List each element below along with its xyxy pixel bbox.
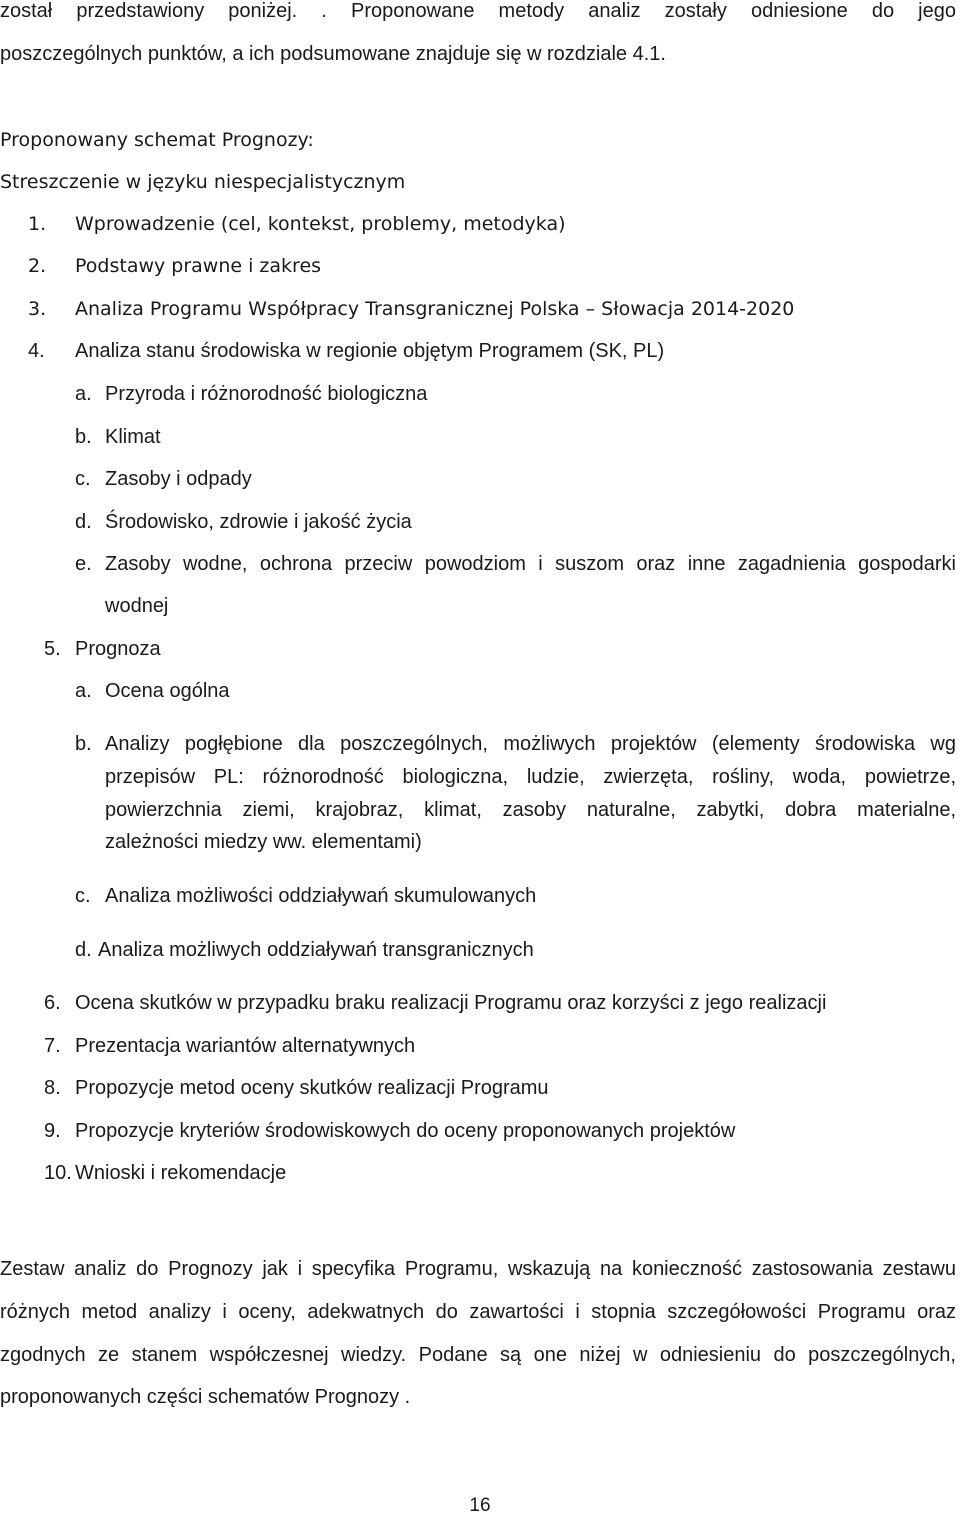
list-item-text: Ocena skutków w przypadku braku realizacji Programu oraz korzyści z jego realizacji [75, 992, 827, 1014]
sublist-text: Środowisko, zdrowie i jakość życia [105, 511, 412, 533]
list-item-number: 3. [28, 298, 47, 320]
intro-line-1: został przedstawiony poniżej. . Proponowane metody analiz zostały odniesione do jego [0, 0, 956, 22]
list-item-number: 5. [44, 638, 61, 660]
schema-summary: Streszczenie w języku niespecjalistycznym [0, 171, 406, 193]
sublist-text: Ocena ogólna [105, 680, 230, 702]
sublist-text-continued: wodnej [105, 595, 169, 617]
closing-line-2: różnych metod analizy i oceny, adekwatnych do zawartości i stopnia szczegółowości Programu oraz [0, 1301, 956, 1323]
list-item-text: Analiza stanu środowiska w regionie objętym Programem (SK, PL) [75, 340, 665, 362]
list-item-number: 7. [44, 1035, 61, 1057]
sublist-letter: a. [75, 680, 92, 702]
schema-heading: Proponowany schemat Prognozy: [0, 129, 314, 151]
list-item-text: Wnioski i rekomendacje [75, 1162, 287, 1184]
list-item-number: 2. [28, 255, 47, 277]
sublist-letter: e. [75, 553, 92, 575]
list-item-number: 1. [28, 213, 47, 235]
list-item-number: 4. [28, 340, 45, 362]
sublist-text-line: Analizy pogłębione dla poszczególnych, możliwych projektów (elementy środowiska wg [105, 733, 956, 755]
closing-line-3: zgodnych ze stanem współczesnej wiedzy. Podane są one niżej w odniesieniu do poszczególnych, [0, 1344, 956, 1366]
sublist-text: Przyroda i różnorodność biologiczna [105, 383, 428, 405]
sublist-letter: c. [75, 885, 91, 907]
list-item-text: Prezentacja wariantów alternatywnych [75, 1035, 416, 1057]
sublist-letter: b. [75, 733, 92, 755]
sublist-letter: b. [75, 426, 92, 448]
sublist-text-line: przepisów PL: różnorodność biologiczna, ludzie, zwierzęta, rośliny, woda, powietrze, [105, 766, 956, 788]
list-item-text: Analiza Programu Współpracy Transgranicznej Polska – Słowacja 2014-2020 [75, 298, 795, 320]
sublist-letter: c. [75, 468, 91, 490]
sublist-text: Analiza możliwych oddziaływań transgranicznych [98, 939, 534, 961]
sublist-letter: d. [75, 939, 92, 961]
sublist-letter: d. [75, 511, 92, 533]
sublist-letter: a. [75, 383, 92, 405]
list-item-number: 8. [44, 1077, 61, 1099]
list-item-text: Podstawy prawne i zakres [75, 255, 322, 277]
sublist-text-line: powierzchnia ziemi, krajobraz, klimat, zasoby naturalne, zabytki, dobra materialne, [105, 799, 956, 821]
intro-line-2: poszczególnych punktów, a ich podsumowane znajduje się w rozdziale 4.1. [0, 43, 666, 65]
list-item-number: 9. [44, 1120, 61, 1142]
closing-line-4: proponowanych części schematów Prognozy . [0, 1386, 411, 1408]
list-item-number: 10. [44, 1162, 72, 1184]
list-item-number: 6. [44, 992, 61, 1014]
sublist-text: Zasoby wodne, ochrona przeciw powodziom i suszom oraz inne zagadnienia gospodarki [105, 553, 956, 575]
list-item-text: Propozycje kryteriów środowiskowych do oceny proponowanych projektów [75, 1120, 736, 1142]
sublist-text: Klimat [105, 426, 161, 448]
page-number: 16 [469, 1495, 491, 1516]
sublist-text: Analiza możliwości oddziaływań skumulowanych [105, 885, 537, 907]
sublist-text-line: zależności miedzy ww. elementami) [105, 831, 422, 853]
closing-line-1: Zestaw analiz do Prognozy jak i specyfika Programu, wskazują na konieczność zastosowania zestawu [0, 1258, 956, 1280]
sublist-text: Zasoby i odpady [105, 468, 252, 490]
list-item-text: Propozycje metod oceny skutków realizacji Programu [75, 1077, 549, 1099]
list-item-text: Wprowadzenie (cel, kontekst, problemy, metodyka) [75, 213, 566, 235]
list-item-text: Prognoza [75, 638, 161, 660]
